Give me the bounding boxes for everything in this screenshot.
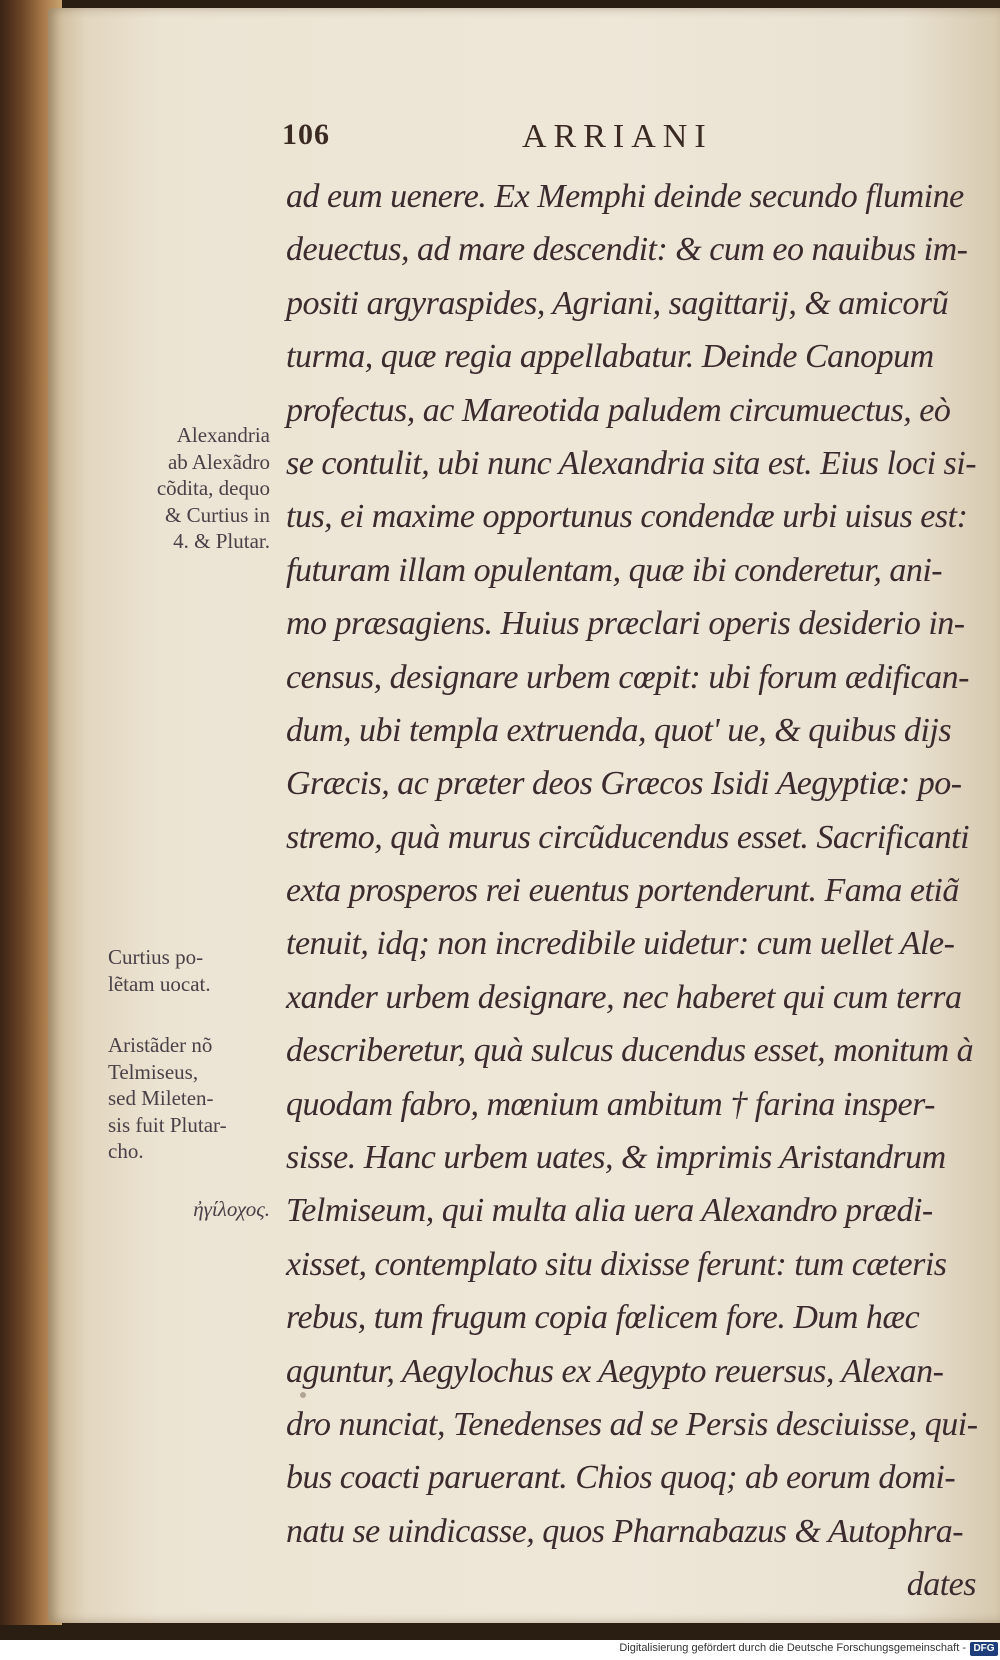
marginal-note-alexandria — [100, 422, 270, 555]
marginal-line: Curtius po- — [108, 945, 204, 969]
marginal-note-curtius — [108, 944, 278, 997]
digitization-footer — [0, 1640, 1000, 1660]
text-line: dum, ubi templa extruenda, quot' ue, & quibus dijs — [286, 711, 952, 749]
marginal-line: 4. & Plutar. — [173, 529, 270, 553]
text-line: positi argyraspides, Agriani, sagittarij, & amicorũ — [286, 284, 949, 322]
text-line: xander urbem designare, nec haberet qui cum terra — [286, 978, 962, 1016]
marginal-line: ab Alexãdro — [167, 449, 270, 474]
running-title: ARRIANI — [522, 118, 713, 155]
text-line: stremo, quà murus circũducendus esset. Sacrificanti — [286, 818, 970, 856]
text-line: quodam fabro, mœnium ambitum † farina insper- — [286, 1085, 935, 1123]
dfg-logo: DFG — [970, 1642, 998, 1656]
text-line: describeretur, quà sulcus ducendus esset, monitum à — [286, 1032, 974, 1070]
marginal-note-greek — [100, 1196, 270, 1223]
marginal-line: Alexandria — [176, 423, 270, 447]
marginal-line: sed Mileten- — [108, 1086, 214, 1110]
running-head — [282, 118, 742, 164]
text-line: deuectus, ad mare descendit: & cum eo nauibus im- — [286, 231, 968, 269]
text-line: bus coacti paruerant. Chios quoq; ab eorum domi- — [286, 1459, 956, 1497]
text-line: tenuit, idq; non incredibile uidetur: cum uellet Ale- — [286, 925, 955, 963]
marginal-line: cõdita, dequo — [156, 476, 270, 500]
ink-spot — [300, 1392, 306, 1398]
marginal-line: sis fuit Plutar- — [108, 1112, 227, 1137]
marginal-line: Aristãder nõ — [108, 1033, 213, 1057]
text-line: aguntur, Aegylochus ex Aegypto reuersus, Alexan- — [286, 1352, 944, 1390]
text-line: Græcis, ac præter deos Græcos Isidi Aegyptiæ: po- — [286, 765, 962, 803]
text-line: tus, ei maxime opportunus condendæ urbi uisus est: — [286, 498, 968, 536]
text-line: profectus, ac Mareotida paludem circumuectus, eò — [286, 391, 951, 429]
text-line: futuram illam opulentam, quæ ibi conderetur, ani- — [286, 551, 943, 589]
text-line: xisset, contemplato situ dixisse ferunt: tum cæteris — [286, 1245, 947, 1283]
marginal-line: & Curtius in — [164, 502, 270, 527]
marginal-note-aristander — [108, 1032, 278, 1165]
body-text — [286, 170, 976, 1612]
text-line: natu se uindicasse, quos Pharnabazus & Autophra- — [286, 1512, 964, 1550]
marginal-line: lẽtam uocat. — [108, 971, 211, 996]
marginal-line: cho. — [108, 1139, 144, 1163]
marginal-line: Telmiseus, — [108, 1059, 199, 1084]
page-number: 106 — [282, 118, 330, 151]
marginal-line: ἠγίλοχος. — [193, 1197, 270, 1221]
text-line: Telmiseum, qui multa alia uera Alexandro prædi- — [286, 1192, 933, 1230]
text-line: exta prosperos rei euentus portenderunt. Fama etiã — [286, 872, 959, 910]
text-line: rebus, tum frugum copia fœlicem fore. Dum hæc — [286, 1299, 920, 1337]
text-line: ad eum uenere. Ex Memphi deinde secundo flumine — [286, 178, 964, 215]
text-line: turma, quæ regia appellabatur. Deinde Canopum — [286, 338, 934, 376]
text-line: se contulit, ubi nunc Alexandria sita est. Eius loci si- — [286, 444, 977, 482]
funding-credit: Digitalisierung gefördert durch die Deutsche Forschungsgemeinschaft - — [619, 1642, 966, 1654]
text-line: sisse. Hanc urbem uates, & imprimis Aristandrum — [286, 1139, 946, 1177]
text-line: mo præsagiens. Huius præclari operis desiderio in- — [286, 605, 965, 643]
text-line: census, designare urbem cœpit: ubi forum ædifican- — [286, 658, 969, 696]
text-line: dro nunciat, Tenedenses ad se Persis desciuisse, qui- — [286, 1405, 978, 1443]
catchword: dates — [906, 1566, 976, 1604]
